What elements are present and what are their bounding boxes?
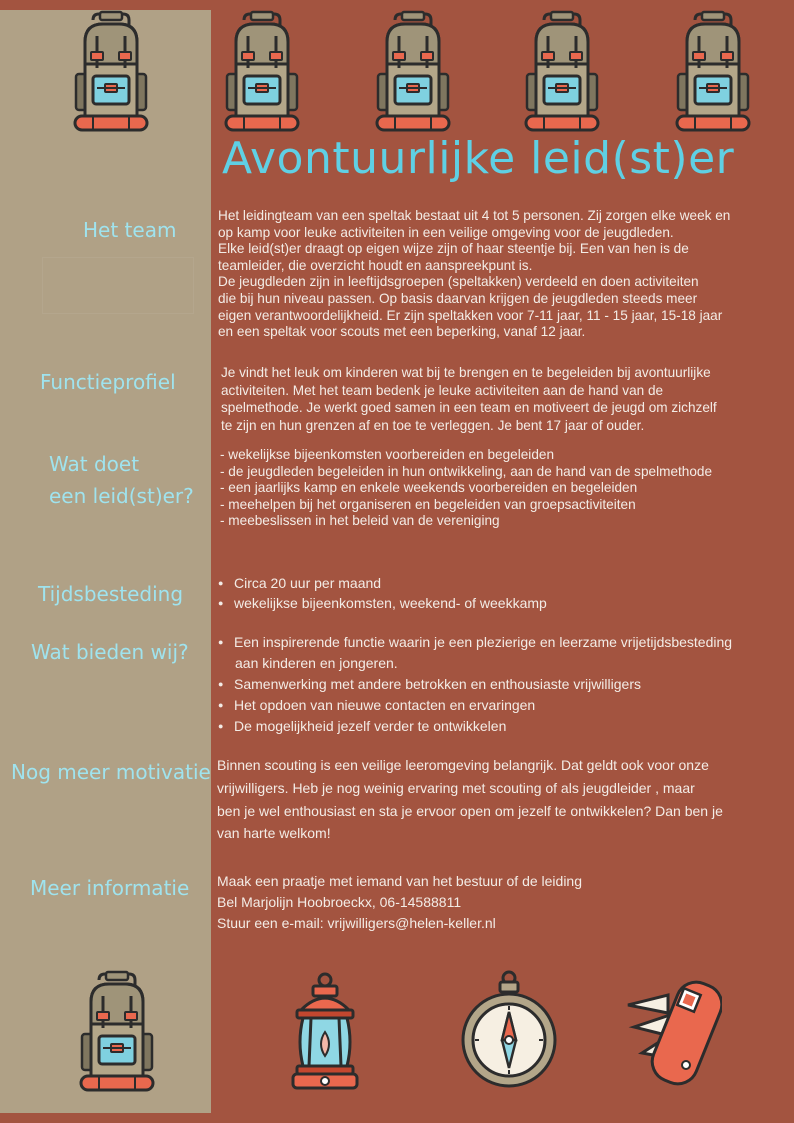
section-label-motivatie: Nog meer motivatie <box>11 760 211 784</box>
text-line: Elke leid(st)er draagt op eigen wijze zijn of haar steentje bij. Een van hen is de <box>218 241 689 257</box>
text-line: Je vindt het leuk om kinderen wat bij te brengen en te begeleiden bij avontuurlijke <box>221 365 711 380</box>
page-title: Avontuurlijke leid(st)er <box>222 133 735 184</box>
backpack-icon <box>73 970 161 1094</box>
text-line: Maak een praatje met iemand van het bestuur of de leiding <box>217 873 583 889</box>
team-text <box>218 208 730 341</box>
section-label-doet-1: Wat doet <box>49 452 140 476</box>
doet-text <box>220 447 712 530</box>
empty-box <box>42 257 194 314</box>
compass-icon <box>460 970 558 1094</box>
text-line: teamleider, die overzicht houdt en aanspreekpunt is. <box>218 257 533 273</box>
text-line: spelmethode. Je werkt goed samen in een team en motiveert de jeugd om zichzelf <box>221 400 717 415</box>
text-line: ben je wel enthousiast en sta je ervoor open om jezelf te ontwikkelen? Dan ben je <box>217 802 723 819</box>
section-label-team: Het team <box>83 218 177 242</box>
section-label-doet-2: een leid(st)er? <box>49 484 194 508</box>
bottom-strip <box>0 1113 794 1123</box>
motivatie-text <box>217 754 723 845</box>
text-line: op kamp voor leuke activiteiten in een veilige omgeving voor de jeugdleden. <box>218 224 674 240</box>
text-line: Het leidingteam van een speltak bestaat uit 4 tot 5 personen. Zij zorgen elke week en <box>218 208 731 223</box>
section-label-info: Meer informatie <box>30 876 190 900</box>
backpack-icon <box>67 10 155 134</box>
text-line: - meebeslissen in het beleid van de vereniging <box>220 513 500 529</box>
section-label-tijd: Tijdsbesteding <box>38 582 184 606</box>
backpack-icon <box>218 10 306 134</box>
backpack-icon <box>369 10 457 134</box>
section-label-bieden: Wat bieden wij? <box>31 640 189 664</box>
text-line: vrijwilligers. Heb je nog weinig ervaring met scouting of als jeugdleider , maar <box>217 779 695 796</box>
backpack-icon <box>669 10 757 134</box>
text-line: - een jaarlijks kamp en enkele weekends voorbereiden en begeleiden <box>220 480 638 496</box>
email-line: Stuur een e-mail: vrijwilligers@helen-keller.nl <box>217 914 496 931</box>
text-line: activiteiten. Met het team bedenk je leuke activiteiten aan de hand van de <box>221 382 664 398</box>
sidebar-panel <box>0 10 211 1113</box>
pocket-knife-icon <box>618 965 722 1089</box>
text-line: en een speltak voor scouts met een beperking, vanaf 12 jaar. <box>218 324 586 340</box>
text-line: - wekelijkse bijeenkomsten voorbereiden en begeleiden <box>220 447 555 462</box>
backpack-icon <box>518 10 606 134</box>
text-line: - meehelpen bij het organiseren en begeleiden van groepsactiviteiten <box>220 496 636 512</box>
text-line: die bij hun niveau passen. Op basis daarvan krijgen de jeugdleden steeds meer <box>218 290 698 306</box>
text-line: - de jeugdleden begeleiden in hun ontwikkeling, aan de hand van de spelmethode <box>220 463 713 479</box>
text-line: van harte welkom! <box>217 825 331 842</box>
info-text <box>217 871 582 933</box>
text-line: De jeugdleden zijn in leeftijdsgroepen (speltakken) verdeeld en doen activiteiten <box>218 274 699 290</box>
text-line: Binnen scouting is een veilige leeromgeving belangrijk. Dat geldt ook voor onze <box>217 757 709 773</box>
lantern-icon <box>287 972 363 1096</box>
text-line: Bel Marjolijn Hoobroeckx, 06-14588811 <box>217 893 462 910</box>
text-line: eigen verantwoordelijkheid. Er zijn speltakken voor 7-11 jaar, 11 - 15 jaar, 15-18 jaar <box>218 307 723 323</box>
section-label-profiel: Functieprofiel <box>40 370 176 394</box>
profiel-text <box>221 364 717 434</box>
text-line: te zijn en hun grenzen af en toe te verleggen. Je bent 17 jaar of ouder. <box>221 417 645 433</box>
